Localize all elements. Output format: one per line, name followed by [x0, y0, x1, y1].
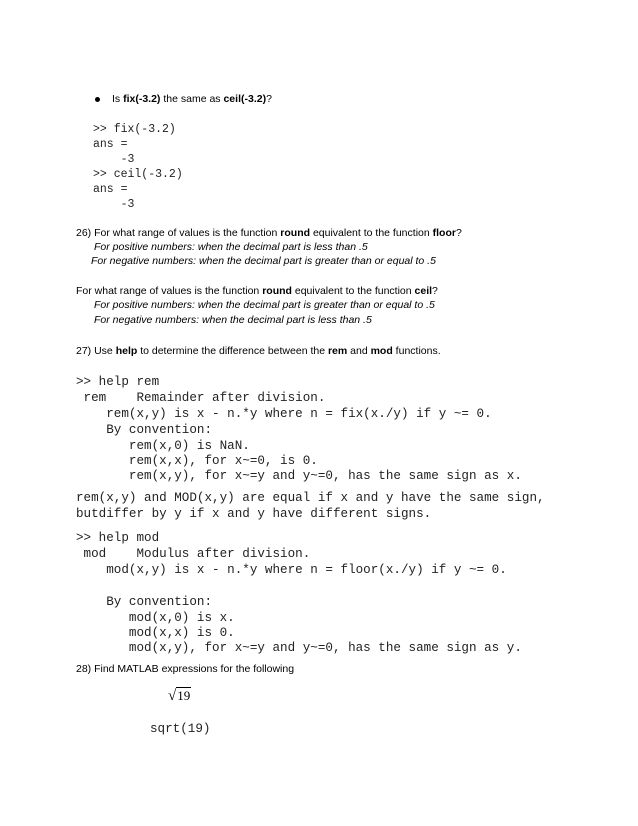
- code-line: >> fix(-3.2): [93, 123, 176, 136]
- code-line: rem Remainder after division.: [76, 391, 326, 405]
- bullet-icon: [95, 97, 100, 102]
- code-line: >> ceil(-3.2): [93, 168, 183, 181]
- answer-line: For negative numbers: when the decimal part is less than .5: [94, 314, 372, 326]
- radicand: 19: [177, 688, 191, 703]
- code-line: mod(x,y) is x - n.*y where n = floor(x./y) if y ~= 0.: [76, 563, 507, 577]
- answer-line: For positive numbers: when the decimal part is less than .5: [94, 241, 368, 253]
- code-line: rem(x,0) is NaN.: [76, 439, 250, 453]
- answer-line: For negative numbers: when the decimal part is greater than or equal to .5: [91, 255, 436, 267]
- q27-question: 27) Use help to determine the difference between the rem and mod functions.: [76, 345, 441, 357]
- code-line: rem(x,y) is x - n.*y where n = fix(x./y) if y ~= 0.: [76, 407, 492, 421]
- code-line: -3: [93, 153, 135, 166]
- code-line: >> help rem: [76, 375, 160, 389]
- q26-question: 26) For what range of values is the function round equivalent to the function floor?: [76, 227, 462, 239]
- code-line: By convention:: [76, 595, 213, 609]
- note-line: butdiffer by y if x and y have different signs.: [76, 507, 432, 521]
- code-line: mod Modulus after division.: [76, 547, 311, 561]
- code-line: mod(x,0) is x.: [76, 611, 235, 625]
- q25-question: Is fix(-3.2) the same as ceil(-3.2)?: [112, 93, 272, 105]
- radical-symbol: √: [168, 688, 177, 704]
- code-line: rem(x,y), for x~=y and y~=0, has the same sign as x.: [76, 469, 522, 483]
- q28-question: 28) Find MATLAB expressions for the following: [76, 663, 295, 675]
- answer-code: sqrt(19): [150, 722, 211, 736]
- note-line: rem(x,y) and MOD(x,y) are equal if x and y have the same sign,: [76, 491, 545, 505]
- code-line: By convention:: [76, 423, 213, 437]
- code-line: ans =: [93, 183, 128, 196]
- q26-question-2: For what range of values is the function round equivalent to the function ceil?: [76, 285, 438, 297]
- code-line: mod(x,x) is 0.: [76, 626, 235, 640]
- code-line: ans =: [93, 138, 128, 151]
- code-line: >> help mod: [76, 531, 160, 545]
- code-line: mod(x,y), for x~=y and y~=0, has the same sign as y.: [76, 641, 522, 655]
- code-line: -3: [93, 198, 135, 211]
- sqrt-expression: [168, 688, 191, 705]
- code-line: rem(x,x), for x~=0, is 0.: [76, 454, 318, 468]
- answer-line: For positive numbers: when the decimal part is greater than or equal to .5: [94, 299, 435, 311]
